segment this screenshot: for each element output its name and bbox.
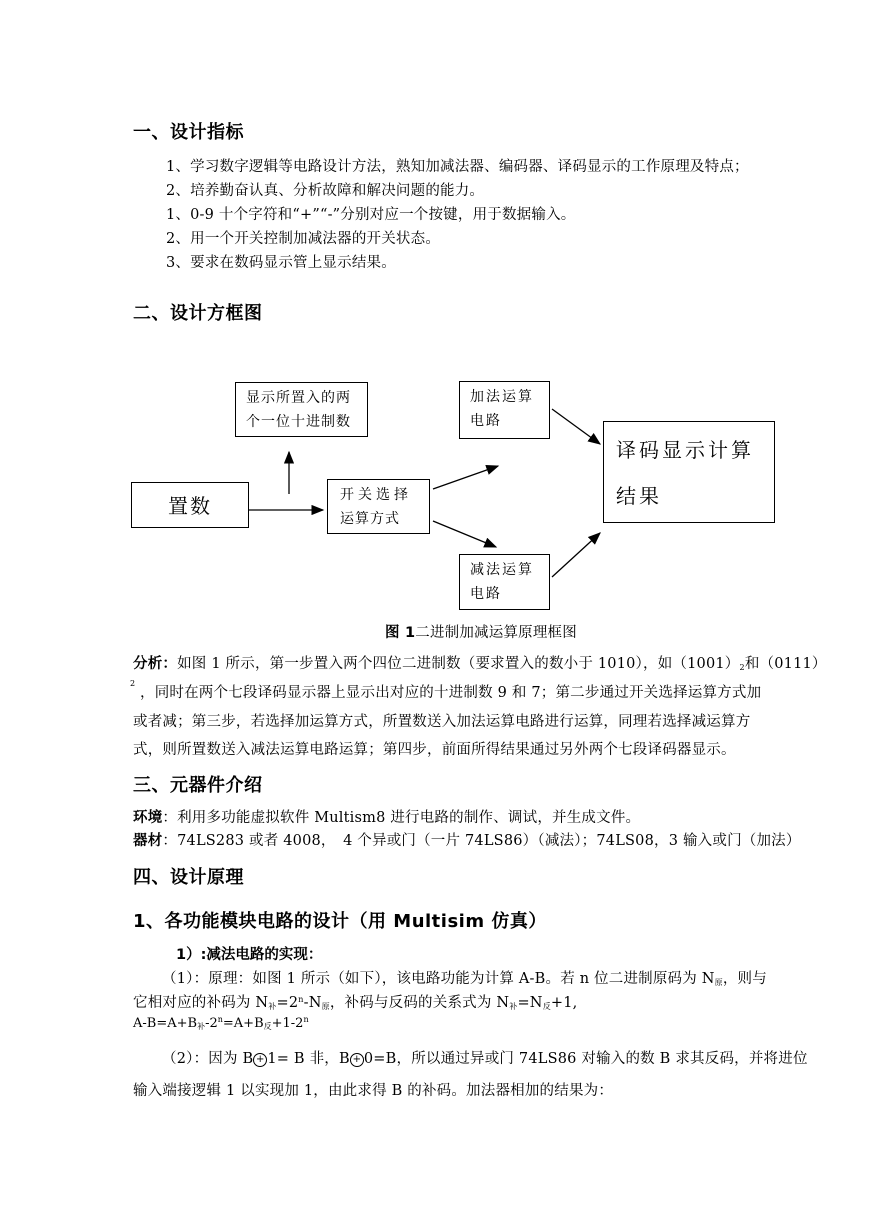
- box-line: 开关选择: [340, 487, 412, 503]
- text: 1= B 非，B: [267, 1051, 350, 1067]
- box-line: 置数: [168, 494, 212, 518]
- superscript: n: [298, 995, 304, 1004]
- arrow-sub-to-decode: [552, 533, 600, 577]
- analysis-label: 分析：: [133, 656, 178, 672]
- superscript: n: [303, 1015, 309, 1024]
- figure-caption-text: 二进制加减运算原理框图: [415, 625, 577, 641]
- subsection-title: 1、各功能模块电路的设计（用 Multisim 仿真）: [133, 911, 547, 932]
- box-add-circuit: [459, 381, 550, 439]
- text: A-B=A+B: [133, 1016, 198, 1031]
- subscript: 反: [542, 1002, 551, 1011]
- box-decode-result: [603, 421, 775, 523]
- box-line: 显示所置入的两: [246, 390, 351, 406]
- text: ，则与: [722, 971, 767, 987]
- subscript: 反: [263, 1022, 272, 1031]
- text: +1,: [550, 995, 578, 1011]
- text: -2: [205, 1016, 218, 1031]
- box-line: 运算方式: [340, 511, 400, 527]
- subscript: 2: [739, 663, 745, 672]
- text: 0=B，所以通过异或门 74LS86 对输入的数 B 求其反码，并将进位: [363, 1051, 808, 1067]
- box-line: 减法运算: [470, 562, 534, 578]
- subscript: 原: [714, 978, 723, 987]
- subscript: 2: [130, 679, 136, 688]
- text: （2）：因为 B: [162, 1051, 254, 1067]
- analysis-line-1: [133, 652, 827, 673]
- arrow-switch-to-add: [433, 466, 498, 489]
- subscript: 补: [509, 1002, 518, 1011]
- text: ，补码与反码的关系式为 N: [329, 995, 510, 1011]
- analysis-line-3: 或者减；第三步，若选择加运算方式，所置数送入加法运算电路进行运算，同理若选择减运算方: [133, 714, 751, 730]
- text: =A+B: [222, 1016, 264, 1031]
- subsubsection-title: 1）:减法电路的实现：: [176, 947, 323, 963]
- text: =2: [276, 995, 299, 1011]
- materials-line: [133, 829, 801, 850]
- box-display-inputs: [235, 382, 368, 437]
- section-title-design-index: 一、设计指标: [133, 122, 244, 143]
- superscript: n: [217, 1015, 223, 1024]
- materials-text: ：74LS283 或者 4008， 4 个异或门（一片 74LS86）（减法）；74LS08，3 输入或门（加法）: [162, 833, 801, 849]
- box-line: 译码显示计算: [616, 438, 754, 462]
- principle-para-1-line-1: [162, 967, 767, 988]
- list-item: 1、学习数字逻辑等电路设计方法，熟知加减法器、编码器、译码显示的工作原理及特点；: [166, 159, 749, 175]
- box-set-number: [131, 482, 249, 528]
- box-line: 结果: [616, 484, 662, 508]
- materials-label: 器材: [133, 833, 163, 849]
- box-switch-select: [327, 479, 430, 534]
- figure-caption: [385, 621, 577, 642]
- environment-label: 环境: [133, 810, 163, 826]
- xor-symbol-icon: +: [350, 1053, 364, 1067]
- analysis-line-4: 式，则所置数送入减法运算电路运算；第四步，前面所得结果通过另外两个七段译码器显示。: [133, 742, 736, 758]
- text: +1-2: [271, 1016, 304, 1031]
- section-title-block-diagram: 二、设计方框图: [133, 303, 263, 324]
- environment-text: ：利用多功能虚拟软件 Multism8 进行电路的制作、调试，并生成文件。: [162, 810, 641, 826]
- list-item: 2、培养勤奋认真、分析故障和解决问题的能力。: [166, 183, 485, 199]
- box-line: 电路: [470, 586, 502, 602]
- subscript: 补: [197, 1022, 206, 1031]
- principle-para-2-line-2: 输入端接逻辑 1 以实现加 1，由此求得 B 的补码。加法器相加的结果为：: [133, 1083, 614, 1099]
- box-line: 加法运算: [470, 389, 534, 405]
- box-line: 个一位十进制数: [246, 414, 351, 430]
- subscript: 补: [268, 1002, 277, 1011]
- principle-para-1-line-2: [133, 991, 578, 1012]
- subscript: 原: [321, 1002, 330, 1011]
- text: =N: [517, 995, 543, 1011]
- list-item: 1、0-9 十个字符和“+”“-”分别对应一个按键，用于数据输入。: [166, 207, 576, 223]
- xor-symbol-icon: +: [253, 1053, 267, 1067]
- section-title-components: 三、元器件介绍: [133, 775, 263, 796]
- arrow-switch-to-sub: [433, 521, 496, 547]
- analysis-text: 和（0111）: [744, 656, 827, 672]
- text: -N: [303, 995, 322, 1011]
- text: 它相对应的补码为 N: [133, 995, 269, 1011]
- text: （1）：原理：如图 1 所示（如下），该电路功能为计算 A-B。若 n 位二进制原码为 N: [162, 971, 715, 987]
- section-title-principle: 四、设计原理: [133, 867, 244, 888]
- box-line: 电路: [470, 413, 502, 429]
- box-sub-circuit: [459, 554, 550, 610]
- arrow-add-to-decode: [552, 409, 600, 444]
- formula-line: [133, 1015, 309, 1032]
- analysis-line-2: ，同时在两个七段译码显示器上显示出对应的十进制数 9 和 7；第二步通过开关选择运算方式加: [140, 685, 762, 701]
- analysis-text: 如图 1 所示，第一步置入两个四位二进制数（要求置入的数小于 1010），如（1001）: [177, 656, 740, 672]
- figure-number: 图 1: [385, 625, 416, 641]
- principle-para-2-line-1: [162, 1047, 808, 1068]
- list-item: 3、要求在数码显示管上显示结果。: [166, 255, 396, 271]
- list-item: 2、用一个开关控制加减法器的开关状态。: [166, 231, 441, 247]
- environment-line: [133, 806, 640, 827]
